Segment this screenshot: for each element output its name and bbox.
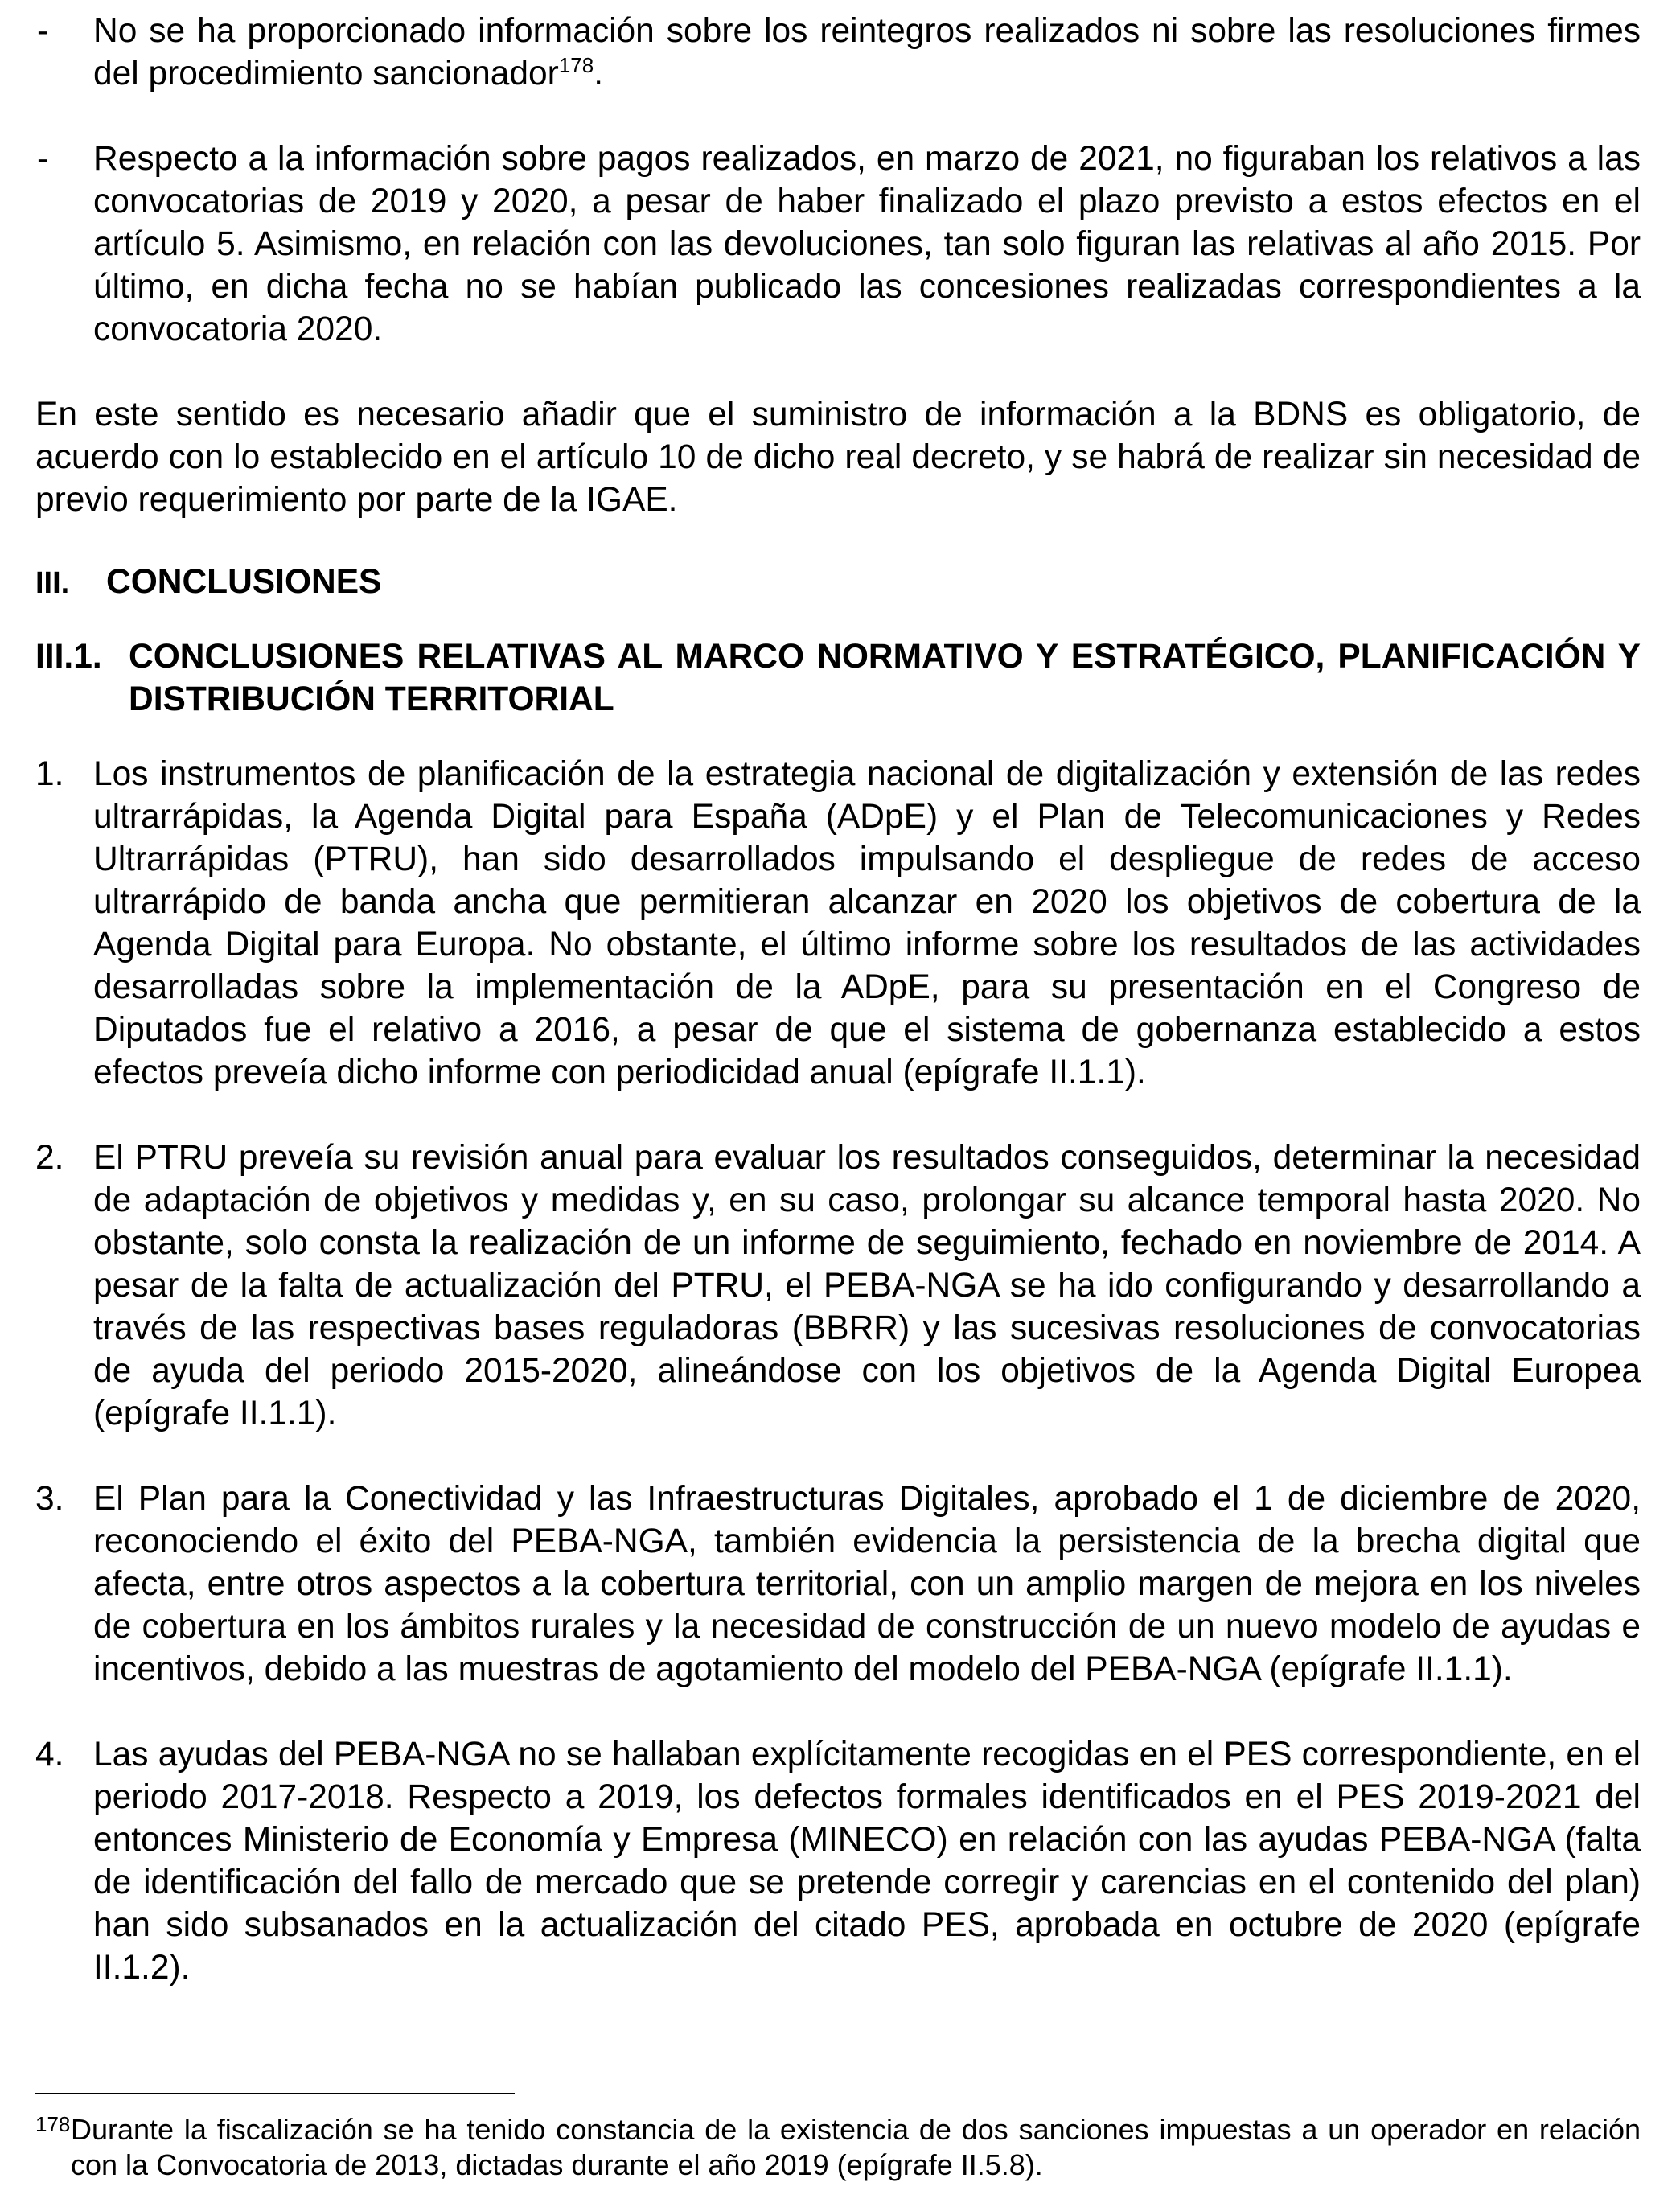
document-body — [35, 10, 1641, 2032]
numbered-item — [35, 1477, 1641, 1691]
item-text: El Plan para la Conectividad y las Infraestructuras Digitales, aprobado el 1 de diciembre de 2020, reconociendo el éxito del PEBA-NGA, también evidencia la persistencia de la brecha digital que afecta, entre otros aspectos a la cobertura territorial, con un amplio margen de mejora en los niveles de cobertura en los ámbitos rurales y la necesidad de construcción de un nuevo modelo de ayudas e incentivos, debido a las muestras de agotamiento del modelo del PEBA-NGA (epígrafe II.1.1). — [93, 1480, 1641, 1688]
item-text: Los instrumentos de planificación de la estrategia nacional de digitalización y extensión de las redes ultrarrápidas, la Agenda Digital para España (ADpE) y el Plan de Telecomunicaciones y Redes Ultrarrápidas (PTRU), han sido desarrollados impulsando el despliegue de redes de acceso ultrarrápido de banda ancha que permitieran alcanzar en 2020 los objetivos de cobertura de la Agenda Digital para Europa. No obstante, el último informe sobre los resultados de las actividades desarrolladas sobre la implementación de la ADpE, para su presentación en el Congreso de Diputados fue el relativo a 2016, a pesar de que el sistema de gobernanza establecido a estos efectos preveía dicho informe con periodicidad anual (epígrafe II.1.1). — [93, 755, 1641, 1091]
bullet-item — [35, 10, 1641, 95]
bullet-text: Respecto a la información sobre pagos realizados, en marzo de 2021, no figuraban los relativos a las convocatorias de 2019 y 2020, a pesar de haber finalizado el plazo previsto a estos efectos en el artículo 5. Asimismo, en relación con las devoluciones, tan solo figuran las relativas al año 2015. Por último, en dicha fecha no se habían publicado las concesiones realizadas correspondientes a la convocatoria 2020. — [93, 140, 1641, 348]
section-title: CONCLUSIONES — [106, 563, 382, 601]
numbered-item — [35, 1733, 1641, 1989]
body-paragraph: En este sentido es necesario añadir que el suministro de información a la BDNS es obligatorio, de acuerdo con lo establecido en el artículo 10 de dicho real decreto, y se habrá de realizar sin necesidad de previo requerimiento por parte de la IGAE. — [35, 396, 1641, 519]
footnote — [35, 2112, 1641, 2183]
subsection-title: CONCLUSIONES RELATIVAS AL MARCO NORMATIVO Y ESTRATÉGICO, PLANIFICACIÓN Y DISTRIBUCIÓN TERRITORIAL — [129, 638, 1641, 718]
subsection-number: III.1. — [35, 638, 102, 676]
bullet-dash: - — [37, 12, 49, 50]
footnote-reference[interactable]: 178 — [558, 52, 594, 77]
item-number: 4. — [35, 1736, 64, 1773]
bullet-item — [35, 138, 1641, 351]
bullet-text-end: . — [594, 55, 604, 92]
bullet-text: No se ha proporcionado información sobre los reintegros realizados ni sobre las resoluciones firmes del procedimiento sancionador — [93, 12, 1641, 92]
item-number: 3. — [35, 1480, 64, 1518]
footnote-number: 178 — [35, 2112, 71, 2136]
item-text: Las ayudas del PEBA-NGA no se hallaban explícitamente recogidas en el PES correspondiente, en el periodo 2017-2018. Respecto a 2019, los defectos formales identificados en el PES 2019-2021 del entonces Ministerio de Economía y Empresa (MINECO) en relación con las ayudas PEBA-NGA (falta de identificación del fallo de mercado que se pretende corregir y carencias en el contenido del plan) han sido subsanados en la actualización del citado PES, aprobada en octubre de 2020 (epígrafe II.1.2). — [93, 1736, 1641, 1987]
item-number: 2. — [35, 1139, 64, 1177]
section-heading — [35, 561, 1641, 605]
bullet-dash: - — [37, 140, 49, 178]
item-text: El PTRU preveía su revisión anual para evaluar los resultados conseguidos, determinar la necesidad de adaptación de objetivos y medidas y, en su caso, prolongar su alcance temporal hasta 2020. No obstante, solo consta la realización de un informe de seguimiento, fechado en noviembre de 2014. A pesar de la falta de actualización del PTRU, el PEBA-NGA se ha ido configurando y desarrollando a través de las respectivas bases reguladoras (BBRR) y las sucesivas resoluciones de convocatorias de ayuda del periodo 2015-2020, alineándose con los objetivos de la Agenda Digital Europea (epígrafe II.1.1). — [93, 1139, 1641, 1432]
footnote-separator — [35, 2093, 515, 2094]
section-number: III. — [35, 566, 70, 600]
numbered-item — [35, 753, 1641, 1094]
numbered-item — [35, 1136, 1641, 1435]
item-number: 1. — [35, 755, 64, 793]
footnote-text: Durante la fiscalización se ha tenido constancia de la existencia de dos sanciones impuestas a un operador en relación con la Convocatoria de 2013, dictadas durante el año 2019 (epígrafe II.5.8). — [71, 2113, 1641, 2181]
subsection-heading — [35, 635, 1641, 721]
